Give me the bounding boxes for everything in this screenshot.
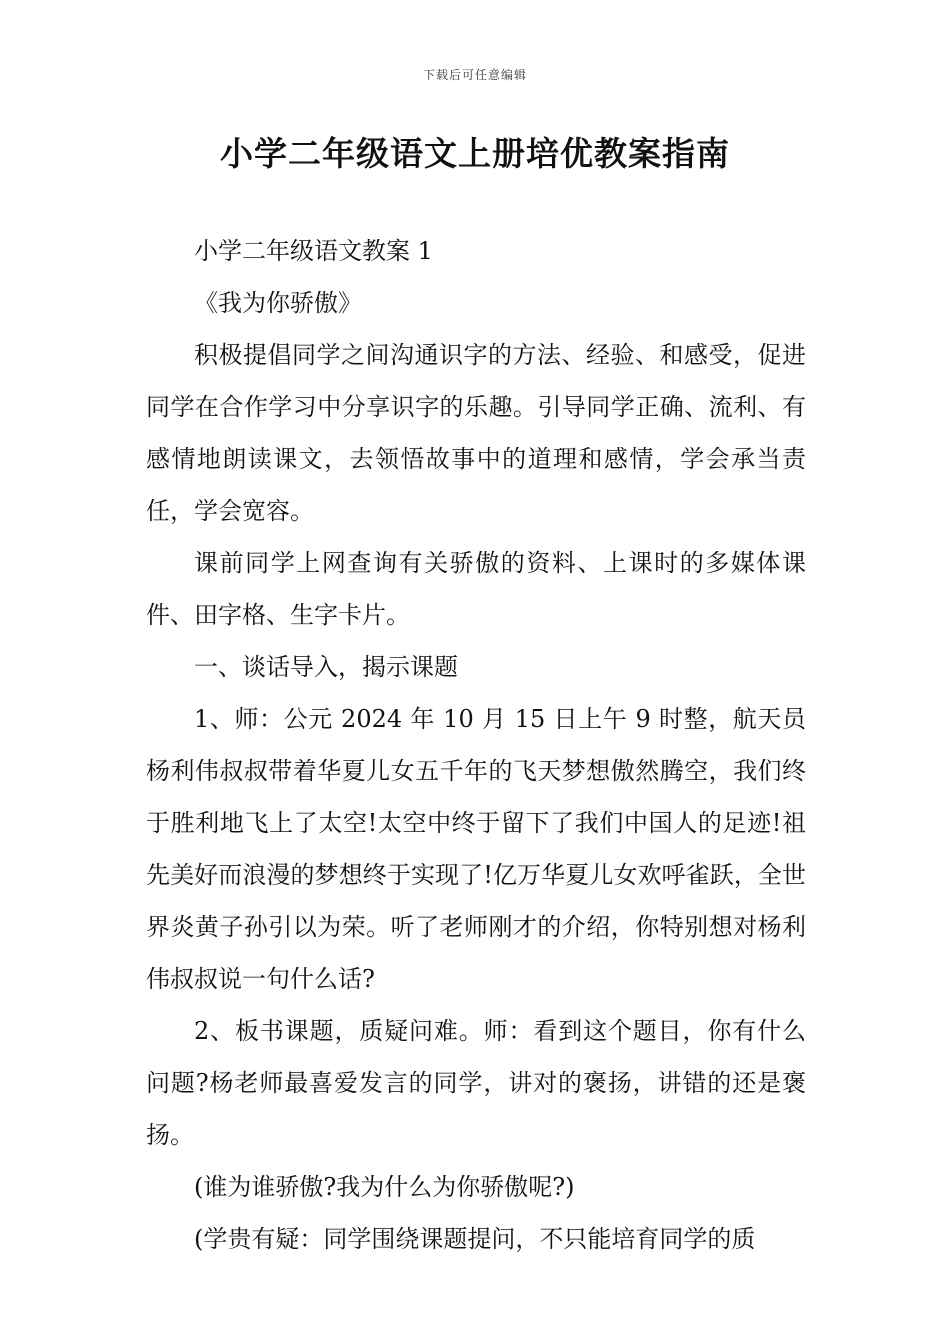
document-title: 小学二年级语文上册培优教案指南 — [220, 134, 730, 173]
section-heading-intro: 一、谈话导入，揭示课题 — [194, 653, 458, 681]
download-note: 下载后可任意编辑 — [422, 68, 527, 82]
paragraph-goals: 积极提倡同学之间沟通识字的方法、经验、和感受，促进同学在合作学习中分享识字的乐趣。引导同学正确、流利、有感情地朗读课文，去领悟故事中的道理和感情，学会承当责任，学会宽容。 — [146, 341, 806, 525]
paragraph-preparation: 课前同学上网查询有关骄傲的资料、上课时的多媒体课件、田字格、生字卡片。 — [146, 549, 806, 629]
lesson-heading: 小学二年级语文教案 1 — [194, 237, 433, 265]
paragraph-step-2: 2、板书课题，质疑问难。师：看到这个题目，你有什么问题?杨老师最喜爱发言的同学，讲对的褒扬，讲错的还是褒扬。 — [146, 1017, 806, 1149]
document-body — [146, 225, 806, 1265]
paragraph-note: (学贵有疑：同学围绕课题提问，不只能培育同学的质 — [194, 1225, 756, 1253]
paragraph-step-1: 1、师：公元 2024 年 10 月 15 日上午 9 时整，航天员杨利伟叔叔带着华夏儿女五千年的飞天梦想傲然腾空，我们终于胜利地飞上了太空!太空中终于留下了我们中国人的足迹!祖先美好而浪漫的梦想终于实现了!亿万华夏儿女欢呼雀跃，全世界炎黄子孙引以为荣。听了老师刚才的介绍，你特别想对杨利伟叔叔说一句什么话? — [146, 705, 806, 993]
paragraph-question: (谁为谁骄傲?我为什么为你骄傲呢?) — [194, 1173, 575, 1201]
lesson-title: 《我为你骄傲》 — [194, 289, 362, 317]
